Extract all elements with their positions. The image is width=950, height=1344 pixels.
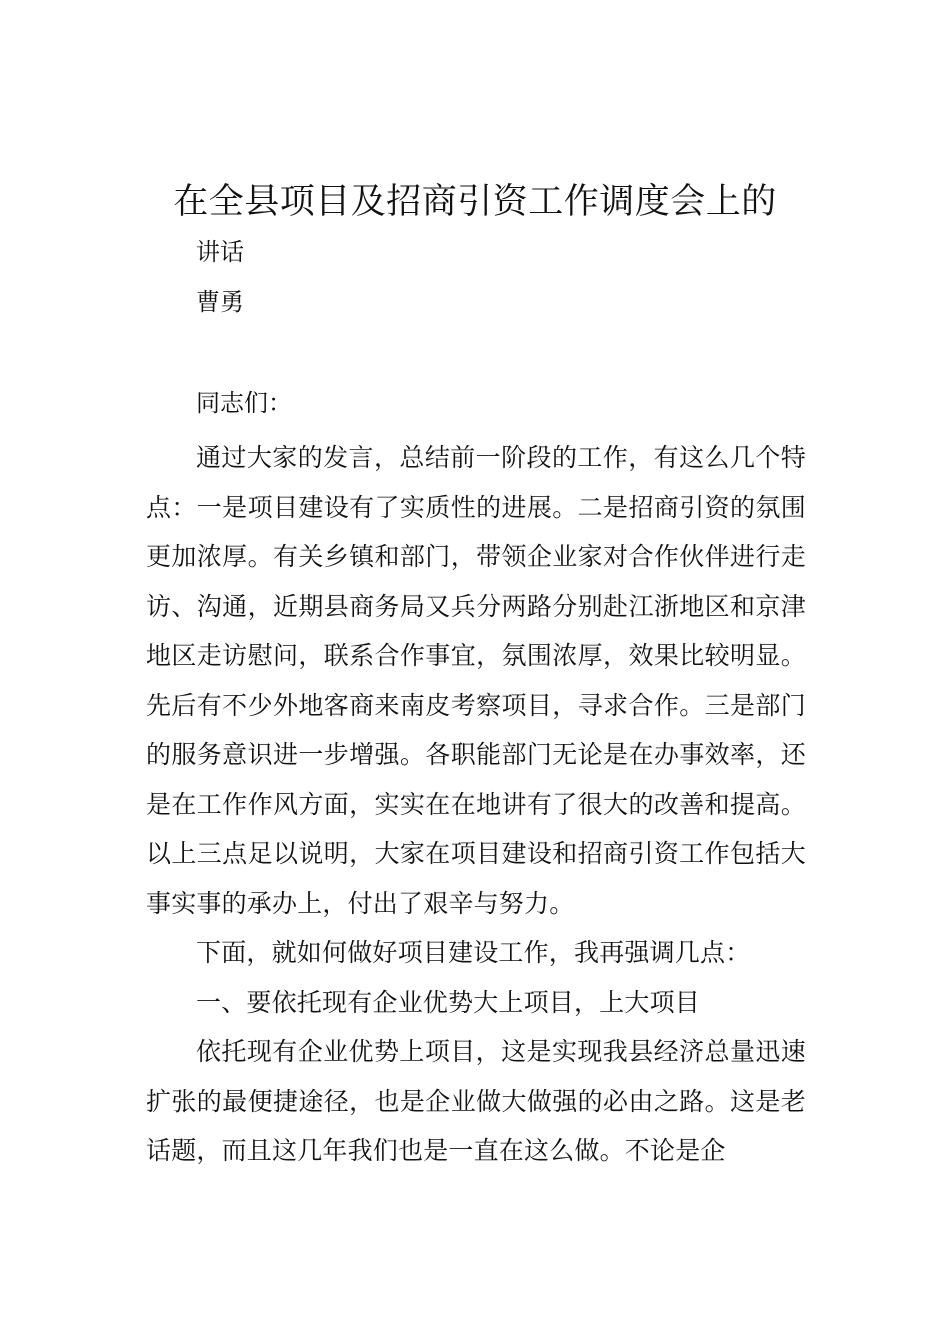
paragraph-intro: 通过大家的发言，总结前一阶段的工作，有这么几个特点：一是项目建设有了实质性的进展。二是招商引资的氛围更加浓厚。有关乡镇和部门，带领企业家对合作伙伴进行走访、沟通，近期县商务局又兵分两路分别赴江浙地区和京津地区走访慰问，联系合作事宜，氛围浓厚，效果比较明显。先后有不少外地客商来南皮考察项目，寻求合作。三是部门的服务意识进一步增强。各职能部门无论是在办事效率，还是在工作作风方面，实实在在地讲有了很大的改善和提高。以上三点足以说明，大家在项目建设和招商引资工作包括大事实事的承办上，付出了艰辛与努力。 xyxy=(146,443,806,918)
paragraph-transition: 下面，就如何做好项目建设工作，我再强调几点： xyxy=(196,938,751,967)
document-author: 曹勇 xyxy=(196,288,244,316)
document-title: 在全县项目及招商引资工作调度会上的 xyxy=(173,182,777,222)
greeting: 同志们： xyxy=(196,389,292,417)
document-body xyxy=(146,433,806,1176)
document-subtitle: 讲话 xyxy=(196,238,244,266)
section-heading-1: 一、要依托现有企业优势大上项目，上大项目 xyxy=(196,987,701,1017)
paragraph-section-1: 依托现有企业优势上项目，这是实现我县经济总量迅速扩张的最便捷途径，也是企业做大做强的必由之路。这是老话题，而且这几年我们也是一直在这么做。不论是企 xyxy=(146,1037,806,1165)
